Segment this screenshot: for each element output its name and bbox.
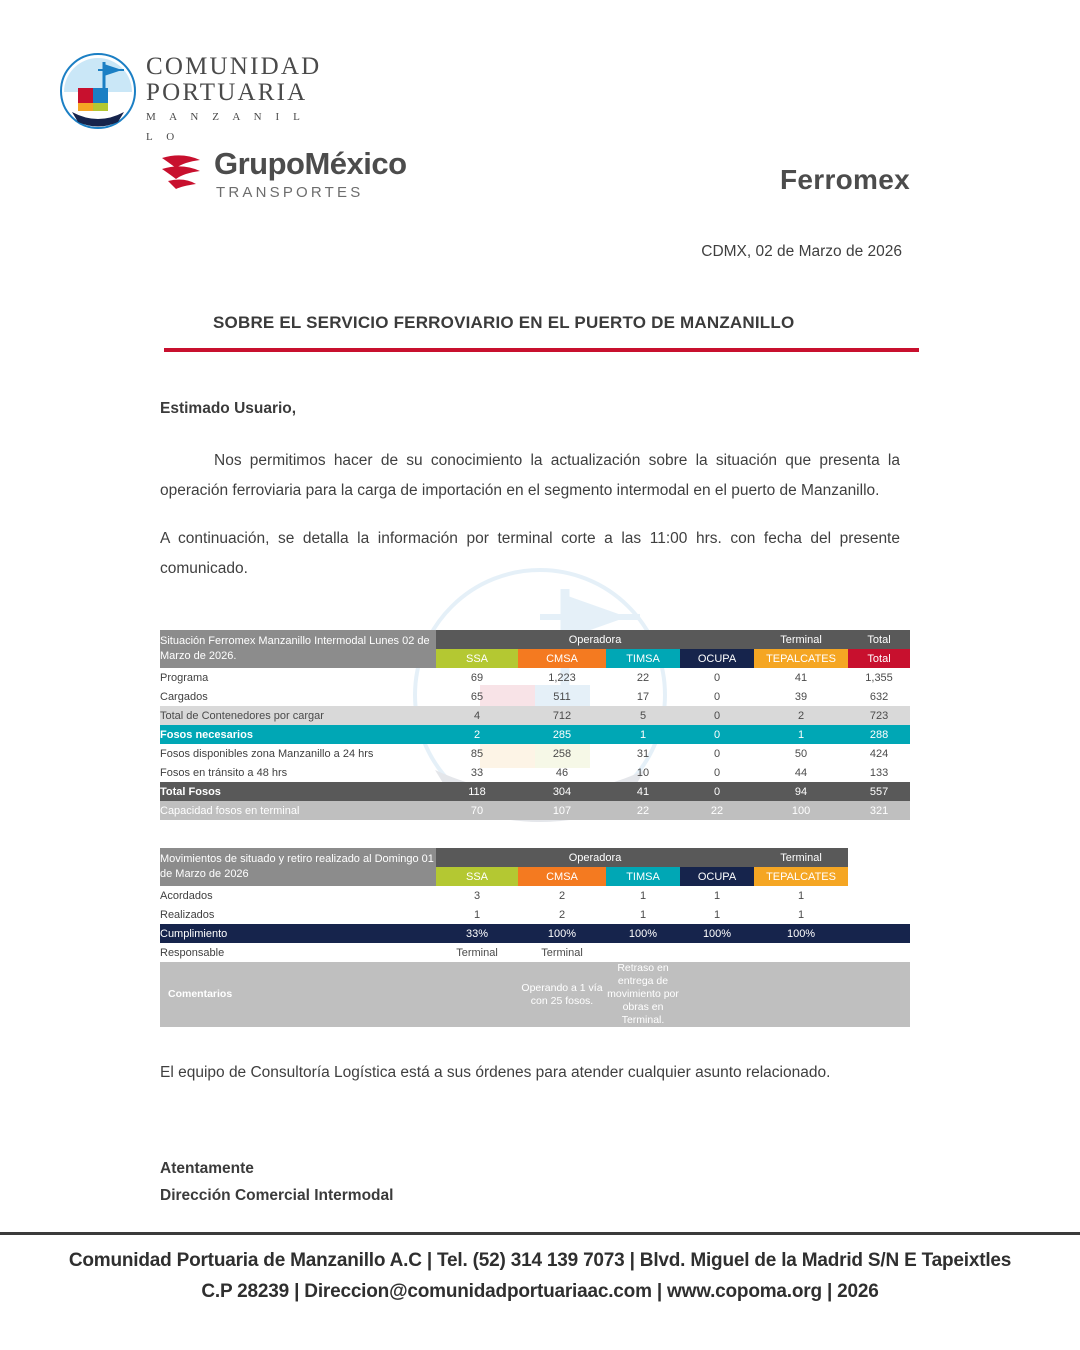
cell-empty — [848, 943, 910, 962]
paragraph-2: A continuación, se detalla la información por terminal corte a las 11:00 hrs. con fecha del presente comunicado. — [160, 530, 900, 577]
row-label: Fosos necesarios — [160, 725, 436, 744]
table-row — [160, 924, 910, 943]
table2-group-header-row — [160, 848, 910, 867]
table-row — [160, 782, 910, 801]
cell-timsa: 100% — [606, 924, 680, 943]
cell-cmsa: 46 — [555, 766, 569, 779]
table1-col-ocupa: OCUPA — [680, 649, 754, 668]
cell-ocupa: 22 — [680, 801, 754, 820]
cell-ocupa: 1 — [713, 908, 721, 921]
table1-group-total: Total — [848, 630, 910, 649]
signature-line-1: Atentamente — [160, 1160, 254, 1177]
comment-empty — [848, 962, 910, 1027]
cell-cmsa: 511 — [553, 690, 571, 703]
table2-title: Movimientos de situado y retiro realizado al Domingo 01 de Marzo de 2026 — [160, 848, 436, 886]
table2-col-ocupa: OCUPA — [680, 867, 754, 886]
cell-tepalcates: 100% — [754, 924, 848, 943]
paragraph-1: Nos permitimos hacer de su conocimiento la actualización sobre la situación que presenta la operación ferroviaria para la carga de importación en el segmento intermodal en el puerto de Manzanillo. — [160, 452, 900, 499]
cell-cmsa: 2 — [558, 908, 566, 921]
footer-line-1: Comunidad Portuaria de Manzanillo A.C | Tel. (52) 314 139 7073 | Blvd. Miguel de la Madrid S/N E Tapeixtles — [68, 1250, 1012, 1271]
cell-timsa: 22 — [606, 801, 680, 820]
copoma-logo — [58, 50, 322, 143]
copoma-logo-text — [146, 54, 321, 147]
table-row — [160, 687, 910, 706]
table1-col-tepalcates: TEPALCATES — [754, 649, 848, 668]
cell-cmsa: 258 — [552, 747, 572, 760]
table2-col-timsa: TIMSA — [606, 867, 680, 886]
cell-cmsa: 304 — [518, 782, 606, 801]
date-line: CDMX, 02 de Marzo de 2026 — [701, 243, 902, 260]
cell-tepalcates: 2 — [754, 706, 848, 725]
footer-line-2: C.P 28239 | Direccion@comunidadportuariaac.com | www.copoma.org | 2026 — [201, 1281, 879, 1302]
cell-ssa: 65 — [470, 690, 484, 703]
cell-ssa: 2 — [436, 725, 518, 744]
cell-tepalcates: 44 — [794, 766, 808, 779]
row-label: Cumplimiento — [160, 924, 436, 943]
grupomexico-logo — [158, 148, 458, 208]
cell-timsa: 5 — [606, 706, 680, 725]
cell-cmsa: 1,223 — [548, 671, 576, 684]
cell-total: 288 — [848, 725, 910, 744]
table1-group-terminal: Terminal — [754, 630, 848, 649]
comment-cmsa: Operando a 1 vía con 25 fosos. — [518, 962, 606, 1027]
table-row — [160, 725, 910, 744]
table-row — [160, 744, 910, 763]
cell-ocupa: 1 — [713, 889, 721, 902]
cell-total: 632 — [869, 690, 889, 703]
letter-body — [160, 400, 900, 602]
cell-ssa: 33% — [436, 924, 518, 943]
cell-ssa: Terminal — [456, 946, 498, 959]
row-label: Programa — [160, 671, 209, 684]
greeting: Estimado Usuario, — [160, 400, 297, 417]
ferromex-label: Ferromex — [779, 164, 910, 195]
table-row — [160, 801, 910, 820]
copoma-logo-icon — [58, 52, 138, 130]
table1-col-timsa: TIMSA — [606, 649, 680, 668]
table1-title: Situación Ferromex Manzanillo Intermodal Lunes 02 de Marzo de 2026. — [160, 630, 436, 668]
comments-label: Comentarios — [160, 962, 436, 1027]
footer-divider — [0, 1232, 1080, 1235]
cell-ssa: 85 — [470, 747, 484, 760]
cell-ocupa: 0 — [713, 747, 721, 760]
footer — [0, 1245, 1080, 1307]
cell-tepalcates: 41 — [794, 671, 808, 684]
cell-cmsa: 285 — [518, 725, 606, 744]
table2-group-terminal: Terminal — [754, 848, 848, 867]
cell-ocupa: 0 — [680, 782, 754, 801]
cell-timsa: 10 — [636, 766, 650, 779]
row-label: Cargados — [160, 690, 208, 703]
data-tables — [160, 630, 900, 1027]
table-row — [160, 886, 910, 905]
closing-paragraph: El equipo de Consultoría Logística está a sus órdenes para atender cualquier asunto relacionado. — [160, 1064, 831, 1081]
cell-ocupa: 0 — [713, 766, 721, 779]
row-label: Fosos en tránsito a 48 hrs — [160, 766, 288, 779]
cell-total: 424 — [869, 747, 889, 760]
cell-tepalcates: 39 — [794, 690, 808, 703]
cell-tepalcates: 100 — [754, 801, 848, 820]
cell-cmsa: 712 — [518, 706, 606, 725]
cell-empty — [848, 905, 910, 924]
copoma-line3: M A N Z A N I L L O — [146, 111, 306, 143]
comment-tepalcates — [754, 962, 848, 1027]
comment-ocupa — [680, 962, 754, 1027]
copoma-line1: COMUNIDAD — [146, 53, 322, 80]
table-row — [160, 905, 910, 924]
cell-ocupa: 0 — [680, 706, 754, 725]
comment-timsa: Retraso en entrega de movimiento por obras en Terminal. — [607, 962, 679, 1026]
cell-total: 557 — [848, 782, 910, 801]
row-label: Total Fosos — [160, 782, 436, 801]
table-row — [160, 763, 910, 782]
row-label: Capacidad fosos en terminal — [160, 801, 436, 820]
table1-col-cmsa: CMSA — [518, 649, 606, 668]
cell-total: 133 — [869, 766, 889, 779]
copoma-line2: PORTUARIA — [146, 79, 308, 106]
cell-cmsa: Terminal — [541, 946, 583, 959]
cell-timsa: 1 — [639, 908, 647, 921]
cell-ssa: 118 — [436, 782, 518, 801]
cell-timsa: 31 — [636, 747, 650, 760]
cell-tepalcates: 1 — [797, 889, 805, 902]
grupomexico-subtitle: TRANSPORTES — [216, 184, 364, 201]
cell-total: 723 — [848, 706, 910, 725]
table2-col-cmsa: CMSA — [518, 867, 606, 886]
cell-ssa: 70 — [436, 801, 518, 820]
comments-row — [160, 962, 910, 1027]
table-situacion-ferromex — [160, 630, 910, 820]
cell-cmsa: 107 — [518, 801, 606, 820]
cell-ocupa: 0 — [713, 690, 721, 703]
row-label: Responsable — [160, 946, 225, 959]
row-label: Realizados — [160, 908, 215, 921]
table-row — [160, 943, 910, 962]
comment-ssa — [436, 962, 518, 1027]
cell-ocupa — [680, 943, 754, 962]
cell-tepalcates: 1 — [754, 725, 848, 744]
cell-timsa: 1 — [606, 725, 680, 744]
page-title: SOBRE EL SERVICIO FERROVIARIO EN EL PUERTO DE MANZANILLO — [213, 313, 795, 332]
table-row — [160, 706, 910, 725]
row-label: Total de Contenedores por cargar — [160, 706, 436, 725]
cell-ssa: 69 — [470, 671, 484, 684]
cell-tepalcates: 1 — [797, 908, 805, 921]
table2-col-empty — [848, 867, 910, 886]
closing-block — [160, 1058, 900, 1088]
cell-cmsa: 2 — [558, 889, 566, 902]
cell-tepalcates — [754, 943, 848, 962]
row-label: Acordados — [160, 889, 213, 902]
cell-total: 321 — [848, 801, 910, 820]
cell-tepalcates: 94 — [754, 782, 848, 801]
cell-ocupa: 100% — [680, 924, 754, 943]
table-movimientos — [160, 848, 910, 1027]
cell-ocupa: 0 — [713, 671, 721, 684]
cell-cmsa: 100% — [518, 924, 606, 943]
table2-col-ssa: SSA — [436, 867, 518, 886]
table1-group-operadora: Operadora — [436, 630, 754, 649]
cell-empty — [848, 886, 910, 905]
signature-block — [160, 1155, 393, 1209]
table2-col-tepalcates: TEPALCATES — [754, 867, 848, 886]
cell-ocupa: 0 — [680, 725, 754, 744]
cell-tepalcates: 50 — [794, 747, 808, 760]
table1-col-ssa: SSA — [436, 649, 518, 668]
cell-empty — [848, 924, 910, 943]
table-row — [160, 668, 910, 687]
cell-timsa: 41 — [606, 782, 680, 801]
cell-timsa: 17 — [636, 690, 650, 703]
grupomexico-logo-icon — [158, 150, 204, 190]
grupomexico-name: GrupoMéxico — [214, 146, 407, 181]
cell-ssa: 1 — [473, 908, 481, 921]
table1-col-total: Total — [848, 649, 910, 668]
table2-group-empty — [848, 848, 910, 867]
cell-ssa: 4 — [436, 706, 518, 725]
title-divider — [164, 348, 919, 352]
cell-total: 1,355 — [865, 671, 893, 684]
cell-ssa: 3 — [473, 889, 481, 902]
table2-group-operadora: Operadora — [436, 848, 754, 867]
cell-timsa: 1 — [639, 889, 647, 902]
signature-line-2: Dirección Comercial Intermodal — [160, 1187, 394, 1204]
document-header — [0, 0, 1080, 260]
cell-timsa: 22 — [636, 671, 650, 684]
cell-ssa: 33 — [470, 766, 484, 779]
table1-group-header-row — [160, 630, 910, 649]
cell-timsa — [606, 943, 680, 962]
row-label: Fosos disponibles zona Manzanillo a 24 hrs — [160, 747, 374, 760]
